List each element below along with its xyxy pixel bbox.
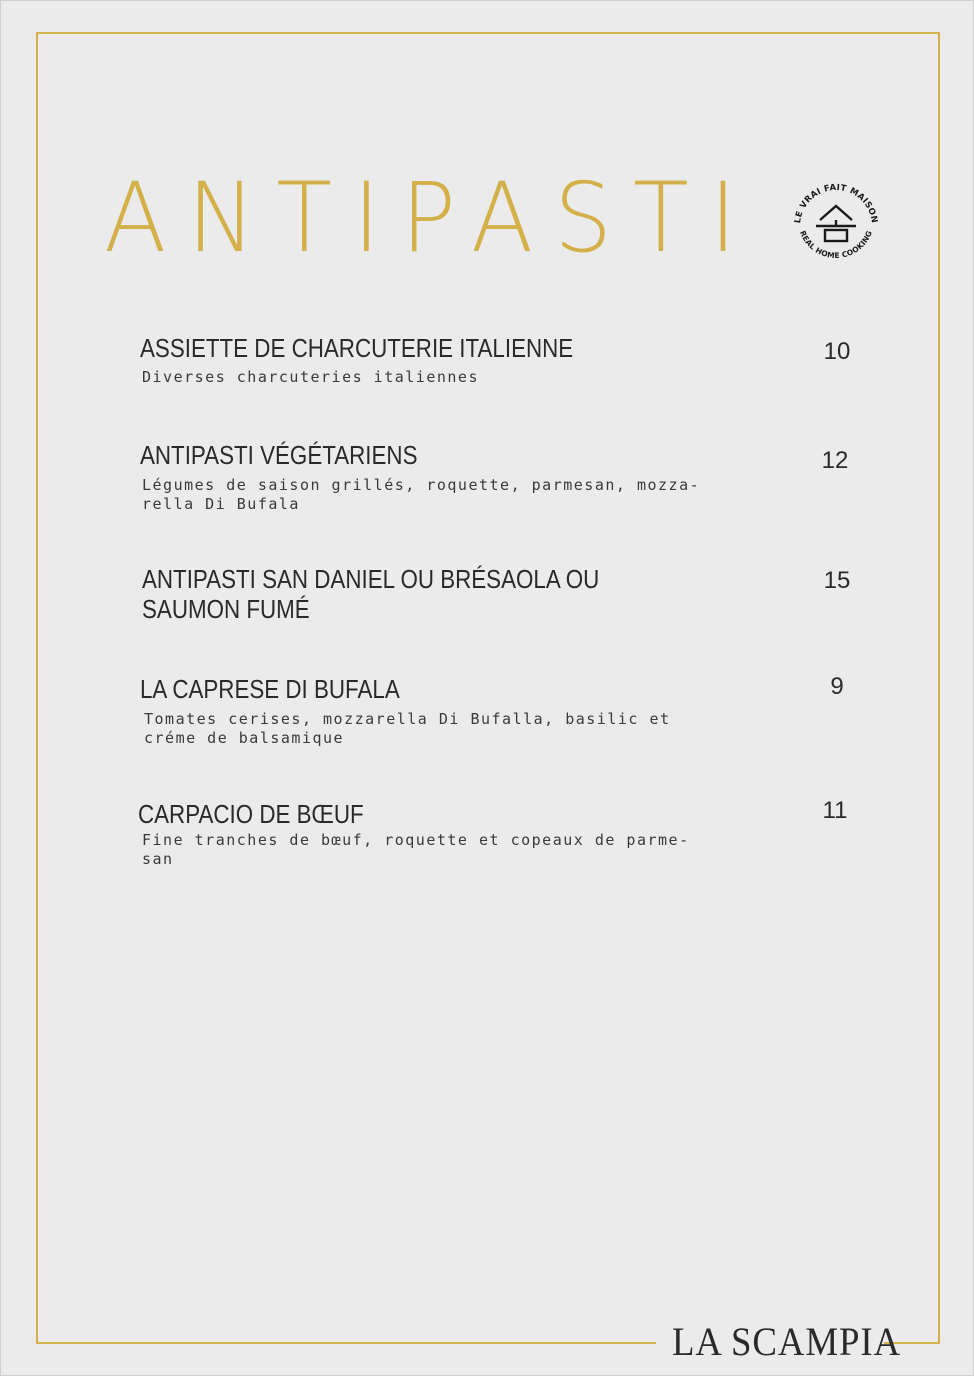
homemade-badge [784, 174, 888, 278]
menu-item-description: Diverses charcuteries italiennes [142, 368, 479, 386]
menu-item-price: 9 [830, 673, 844, 700]
menu-item-price: 11 [822, 797, 848, 824]
menu-item-name: ANTIPASTI SAN DANIEL OU BRÉSAOLA OU SAUMON FUMÉ [142, 564, 600, 624]
house-icon [816, 206, 856, 241]
badge-bottom-text: REAL HOME COOKING [798, 229, 875, 261]
svg-text:REAL HOME COOKING [798, 229, 874, 260]
menu-item-name: CARPACIO DE BŒUF [138, 799, 364, 829]
page-title: ANTIPASTI [104, 162, 758, 274]
menu-item-description: Tomates cerises, mozzarella Di Bufalla, basilic et créme de balsamique [144, 710, 671, 747]
svg-text:LE VRAI FAIT MAISON [793, 183, 879, 224]
menu-item-name: ASSIETTE DE CHARCUTERIE ITALIENNE [140, 333, 574, 363]
menu-item-description: Fine tranches de bœuf, roquette et copeaux de parme- san [142, 831, 690, 868]
badge-top-text: LE VRAI FAIT MAISON [793, 182, 879, 224]
menu-item-price: 12 [821, 447, 849, 474]
menu-item-name: LA CAPRESE DI BUFALA [140, 674, 400, 704]
menu-item-price: 15 [823, 567, 851, 594]
menu-item-name: ANTIPASTI VÉGÉTARIENS [140, 440, 418, 470]
menu-item-price: 10 [823, 338, 851, 365]
restaurant-logo: LA SCAMPIA [672, 1319, 902, 1364]
menu-item-description: Légumes de saison grillés, roquette, parmesan, mozza- rella Di Bufala [142, 476, 701, 513]
